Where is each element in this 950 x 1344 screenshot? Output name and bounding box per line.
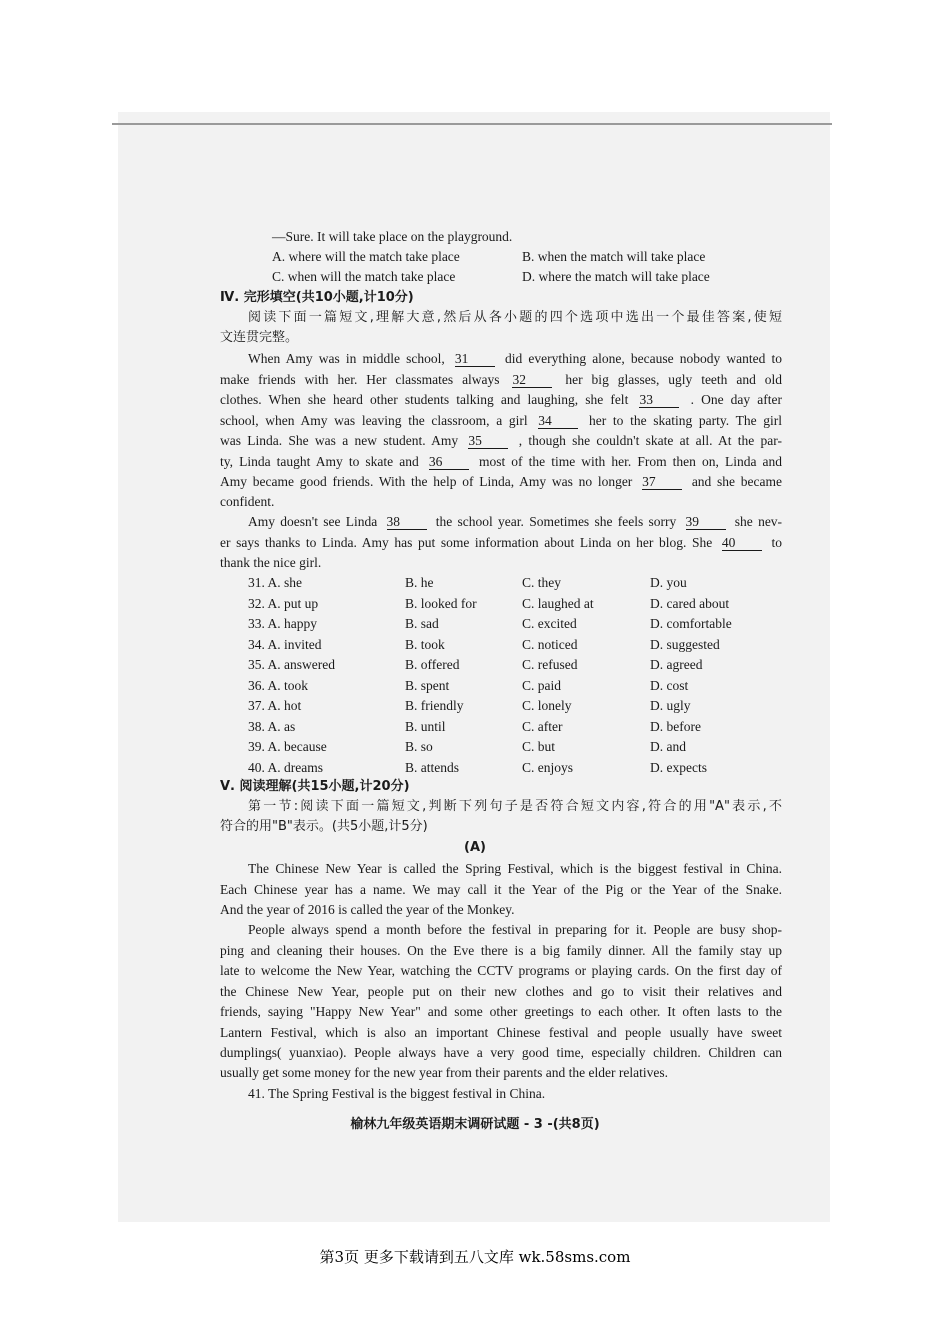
blank-33: 33 <box>639 392 679 408</box>
page-footer: 第3页 更多下载请到五八文库 wk.58sms.com <box>319 1248 631 1266</box>
cloze-line <box>220 432 782 450</box>
question-option: B. looked for <box>405 595 477 611</box>
blank-38: 38 <box>387 514 427 530</box>
text-run: ty, Linda taught Amy to skate and <box>220 453 419 469</box>
question-option: D. ugly <box>650 698 691 713</box>
section-4-instructions-cont: 文连贯完整。 <box>220 330 299 345</box>
question-option: B. until <box>405 718 446 734</box>
text-run: Amy doesn't see Linda <box>248 514 378 529</box>
text-run: . One day after <box>690 392 783 407</box>
question-option: 35. A. answered <box>248 657 335 672</box>
blank-35: 35 <box>468 433 508 449</box>
reading-line: The Chinese New Year is called the Spring Festival, which is the biggest festival in China. <box>248 861 782 876</box>
blank-32: 32 <box>512 372 552 388</box>
cloze-line <box>220 371 782 389</box>
reading-line: friends, saying "Happy New Year" and some other greetings to each other. It often lasts to the <box>220 1004 782 1019</box>
question-option: D. cared about <box>650 595 730 611</box>
text-run: , though she couldn't skate at all. At the par- <box>518 433 783 448</box>
question-option: D. cost <box>650 677 689 693</box>
question-option: 36. A. took <box>248 677 309 693</box>
question-option: C. but <box>522 739 556 754</box>
text-run: she nev- <box>734 514 783 529</box>
text-run: clothes. When she heard other students talking and laughing, she felt <box>220 392 629 407</box>
section-5-instructions-cont: 符合的用"B"表示。(共5小题,计5分) <box>220 819 428 834</box>
reading-line: the Chinese New Year, people put on their new clothes and go to visit their relatives and <box>220 983 782 999</box>
question-option: 32. A. put up <box>248 595 319 611</box>
blank-36: 36 <box>429 454 469 470</box>
question-option: B. friendly <box>405 698 464 713</box>
text-run: When Amy was in middle school, <box>248 351 445 366</box>
reading-line: People always spend a month before the festival in preparing for it. People are busy shop- <box>248 922 782 937</box>
question-option: D. expects <box>650 759 707 775</box>
question-option: C. enjoys <box>522 759 574 775</box>
option-a: A. where will the match take place <box>272 249 460 264</box>
question-option: C. laughed at <box>522 595 594 611</box>
cloze-line <box>220 534 782 552</box>
blank-37: 37 <box>642 474 682 490</box>
question-option: D. agreed <box>650 657 703 672</box>
section-5-heading: Ⅴ. 阅读理解(共15小题,计20分) <box>220 779 410 794</box>
text-run: was Linda. She was a new student. Amy <box>220 433 459 448</box>
top-rule <box>112 123 832 125</box>
question-option: C. paid <box>522 677 561 693</box>
section-5-instructions: 第一节:阅读下面一篇短文,判断下列句子是否符合短文内容,符合的用"A"表示,不 <box>248 799 782 814</box>
text-run: the school year. Sometimes she feels sorry <box>435 514 677 529</box>
reading-line: ping and cleaning their houses. On the Eve there is a big family dinner. All the family stay up <box>220 942 782 958</box>
question-option: B. took <box>405 636 445 652</box>
reading-line: usually get some money for the new year from their parents and the elder relatives. <box>220 1065 668 1080</box>
question-option: C. after <box>522 718 563 734</box>
text-run: and she became <box>691 474 783 489</box>
question-option: D. comfortable <box>650 616 732 631</box>
text-run: to <box>771 534 782 550</box>
question-41: 41. The Spring Festival is the biggest festival in China. <box>248 1086 546 1101</box>
question-option: D. before <box>650 718 701 734</box>
blank-40: 40 <box>722 535 762 551</box>
question-option: B. spent <box>405 677 450 693</box>
section-4-heading: Ⅳ. 完形填空(共10小题,计10分) <box>220 290 414 305</box>
cloze-line <box>220 453 782 471</box>
question-option: C. they <box>522 575 561 590</box>
option-c: C. when will the match take place <box>272 269 456 284</box>
cloze-line: thank the nice girl. <box>220 555 322 570</box>
question-option: 33. A. happy <box>248 616 317 631</box>
blank-39: 39 <box>686 514 726 530</box>
question-option: 34. A. invited <box>248 636 322 652</box>
question-option: B. offered <box>405 657 460 672</box>
question-option: C. noticed <box>522 636 578 652</box>
option-b: B. when the match will take place <box>522 249 706 264</box>
running-footer: 榆林九年级英语期末调研试题 - 3 -(共8页) <box>350 1117 600 1132</box>
question-option: C. excited <box>522 616 577 631</box>
section-4-instructions: 阅读下面一篇短文,理解大意,然后从各小题的四个选项中选出一个最佳答案,使短 <box>248 310 782 325</box>
question-option: 37. A. hot <box>248 698 302 713</box>
cloze-line <box>248 513 782 531</box>
question-option: 31. A. she <box>248 575 302 590</box>
question-option: B. attends <box>405 759 459 775</box>
text-run: her to the skating party. The girl <box>588 412 783 428</box>
question-option: B. so <box>405 739 433 754</box>
blank-31: 31 <box>455 351 495 367</box>
reading-line: Each Chinese year has a name. We may call it the Year of the Pig or the Year of the Snake. <box>220 881 782 897</box>
reading-line: Lantern Festival, which is also an important Chinese festival and people usually have sweet <box>220 1024 782 1040</box>
question-option: B. sad <box>405 616 439 631</box>
text-run: did everything alone, because nobody wanted to <box>504 351 782 366</box>
cloze-line: confident. <box>220 494 275 509</box>
cloze-line <box>248 350 782 368</box>
text-run: er says thanks to Linda. Amy has put some information about Linda on her blog. She <box>220 534 713 550</box>
text-run: her big glasses, ugly teeth and old <box>565 371 783 387</box>
cloze-line <box>220 391 782 409</box>
question-option: C. refused <box>522 657 578 672</box>
text-run: school, when Amy was leaving the classroom, a girl <box>220 412 528 428</box>
question-option: D. you <box>650 575 687 590</box>
answer-line: —Sure. It will take place on the playground. <box>272 229 513 244</box>
text-run: Amy became good friends. With the help of Linda, Amy was no longer <box>220 474 633 489</box>
question-option: D. and <box>650 739 686 754</box>
question-option: 38. A. as <box>248 718 296 734</box>
passage-label: (A) <box>464 840 486 855</box>
reading-line: dumplings( yuanxiao). People always have a very good time, especially children. Children can <box>220 1045 782 1060</box>
cloze-line <box>220 473 782 491</box>
question-option: B. he <box>405 575 434 590</box>
question-option: C. lonely <box>522 698 572 713</box>
reading-line: And the year of 2016 is called the year of the Monkey. <box>220 902 515 917</box>
question-option: 39. A. because <box>248 739 327 754</box>
blank-34: 34 <box>538 413 578 429</box>
question-option: 40. A. dreams <box>248 759 323 775</box>
option-d: D. where the match will take place <box>522 269 710 284</box>
text-run: most of the time with her. From then on, Linda and <box>478 453 783 469</box>
cloze-line <box>220 412 782 430</box>
text-run: make friends with her. Her classmates always <box>220 371 500 387</box>
reading-line: late to welcome the New Year, watching the CCTV programs or playing cards. On the first day of <box>220 963 782 978</box>
question-option: D. suggested <box>650 636 720 652</box>
